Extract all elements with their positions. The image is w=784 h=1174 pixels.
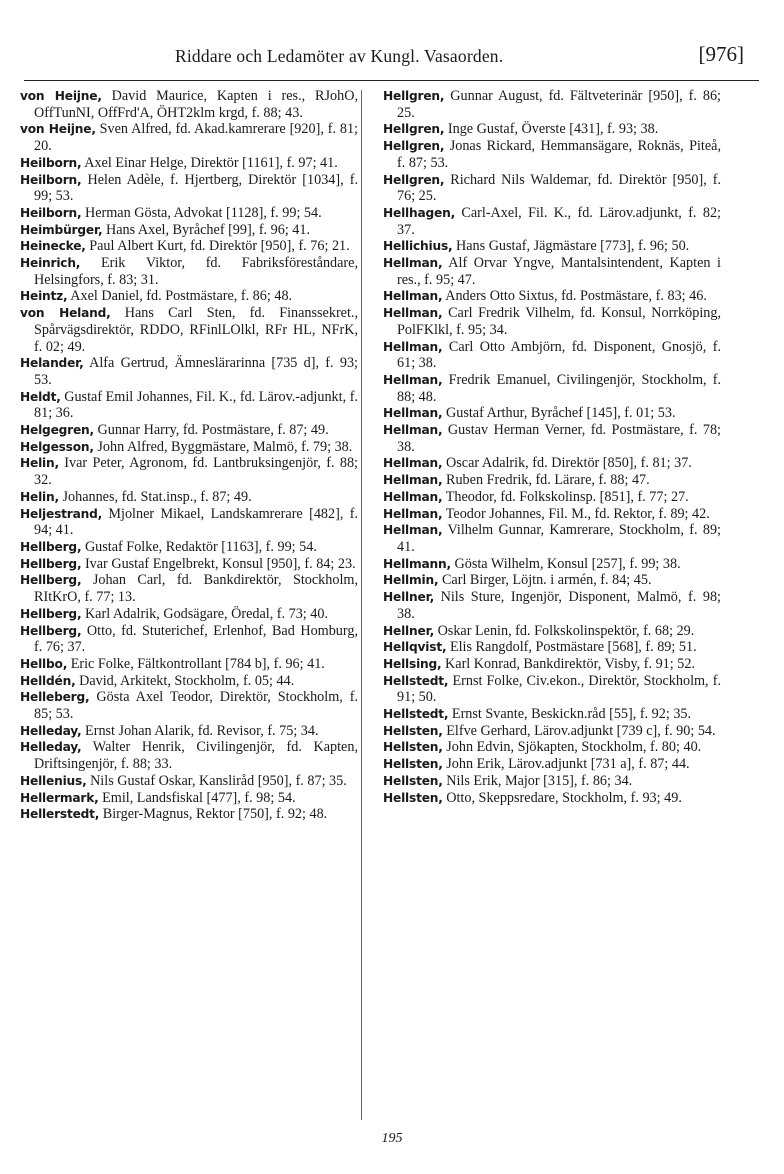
register-entry [20,790,358,807]
entry-surname: Helleday, [20,740,82,755]
entry-details: David Maurice, Kapten i res., RJohO, OffTunNI, OffFrd'A, ÖHT2klm krgd, f. 88; 43. [34,88,358,121]
register-entry [383,138,721,171]
entry-details: Axel Einar Helge, Direktör [1161], f. 97; 41. [81,154,338,171]
entry-surname: Helander, [20,356,84,371]
entry-details: Gustaf Folke, Redaktör [1163], f. 99; 54. [81,538,317,555]
entry-details: Hans Axel, Byråchef [99], f. 96; 41. [102,221,311,238]
entry-details: David, Arkitekt, Stockholm, f. 05; 44. [75,672,295,689]
entry-details: Otto, fd. Stuterichef, Erlenhof, Bad Homburg, f. 76; 37. [34,622,358,656]
entry-surname: Hellsten, [383,790,443,805]
entry-details: Erik Viktor, fd. Fabriksföreståndare, Helsingfors, f. 83; 31. [34,255,358,288]
register-entry [383,288,721,305]
entry-surname: Helgegren, [20,423,94,438]
entry-surname: Hellberg, [20,539,82,554]
entry-surname: Hellman, [383,473,443,488]
register-entry [20,155,358,172]
entry-details: Elis Rangdolf, Postmästare [568], f. 89; 51. [446,639,697,656]
entry-details: Eric Folke, Fältkontrollant [784 b], f. 96; 41. [67,655,325,672]
entry-details: Gustav Herman Verner, fd. Postmästare, f. 78; 38. [397,422,721,455]
register-entry [20,389,358,422]
register-entry [20,205,358,222]
register-entry [20,739,358,772]
register-entry [20,773,358,790]
entry-details: Carl Fredrik Vilhelm, fd. Konsul, Norrköping, PolFKlkl, f. 95; 34. [397,305,721,338]
entry-surname: Hellman, [383,406,443,421]
entry-surname: Hellman, [383,372,443,387]
entry-surname: Hellman, [383,456,443,471]
entry-details: Gösta Wilhelm, Konsul [257], f. 99; 38. [450,555,681,572]
entry-surname: Helgesson, [20,439,94,454]
entry-details: Paul Albert Kurt, fd. Direktör [950], f. 76; 21. [85,238,350,255]
left-column [20,88,358,823]
page-header [0,38,784,78]
entry-surname: Hellstedt, [383,707,449,722]
entry-details: Birger-Magnus, Rektor [750], f. 92; 48. [99,806,328,823]
entry-details: Helen Adèle, f. Hjertberg, Direktör [1034], f. 99; 53. [34,171,358,205]
entry-surname: Hellqvist, [383,640,447,655]
entry-surname: Hellermark, [20,790,99,805]
entry-details: John Alfred, Byggmästare, Malmö, f. 79; 38. [93,438,353,455]
entry-details: Gustaf Emil Johannes, Fil. K., fd. Lärov.-adjunkt, f. 81; 36. [34,388,358,422]
entry-details: Axel Daniel, fd. Postmästare, f. 86; 48. [67,288,293,305]
register-entry [383,339,721,372]
entry-surname: Hellmann, [383,556,451,571]
register-entry [383,255,721,288]
entry-surname: Hellsten, [383,740,443,755]
register-entry [20,572,358,605]
register-entry [383,121,721,138]
register-entry [383,172,721,205]
entry-details: Ernst Johan Alarik, fd. Revisor, f. 75; 34. [81,722,319,739]
register-entry [20,238,358,255]
entry-details: Elfve Gerhard, Lärov.adjunkt [739 c], f. 90; 54. [442,722,716,739]
entry-surname: Helleberg, [20,690,90,705]
register-entry [20,806,358,823]
entry-surname: von Heland, [20,306,111,321]
register-entry [383,238,721,255]
register-entry [383,656,721,673]
entry-surname: Hellsten, [383,757,443,772]
entry-surname: Hellbo, [20,656,68,671]
entry-details: Richard Nils Waldemar, fd. Direktör [950], f. 76; 25. [397,171,721,205]
entry-details: Emil, Landsfiskal [477], f. 98; 54. [98,789,296,806]
entry-surname: Hellmin, [383,573,439,588]
register-entry [383,522,721,555]
entry-details: Johan Carl, fd. Bankdirektör, Stockholm, RItKrO, f. 77; 13. [34,572,358,606]
column-divider [361,90,362,1120]
register-entry [20,288,358,305]
entry-details: Sven Alfred, fd. Akad.kamrerare [920], f. 81; 20. [34,121,358,155]
entry-details: Carl Birger, Löjtn. i armén, f. 84; 45. [438,572,652,589]
entry-surname: Heintz, [20,289,68,304]
entry-details: Oscar Adalrik, fd. Direktör [850], f. 81; 37. [442,455,692,472]
entry-details: Inge Gustaf, Överste [431], f. 93; 38. [444,121,659,138]
entry-surname: Hellgren, [383,122,445,137]
entry-surname: Hellman, [383,306,443,321]
register-entry [383,556,721,573]
register-entry [20,355,358,388]
entry-details: Ivar Peter, Agronom, fd. Lantbruksingenjör, f. 88; 32. [34,455,358,489]
register-entry [383,572,721,589]
entry-surname: Helldén, [20,673,76,688]
entry-surname: Hellner, [383,623,435,638]
entry-surname: Heljestrand, [20,506,103,521]
register-entry [383,372,721,405]
running-title: Riddare och Ledamöter av Kungl. Vasaorden. [175,46,504,66]
entry-details: Theodor, fd. Folkskolinsp. [851], f. 77; 27. [442,488,689,505]
register-entry [383,790,721,807]
register-entry [383,739,721,756]
entry-surname: Hellhagen, [383,205,456,220]
register-entry [20,489,358,506]
right-column [383,88,721,806]
entry-details: Oskar Lenin, fd. Folkskolinspektör, f. 68; 29. [434,622,695,639]
register-entry [20,656,358,673]
entry-surname: Hellsten, [383,723,443,738]
entry-surname: Heilborn, [20,172,82,187]
register-entry [383,706,721,723]
register-entry [383,489,721,506]
entry-surname: Hellgren, [383,172,445,187]
entry-details: Karl Konrad, Bankdirektör, Visby, f. 91; 52. [441,655,696,672]
register-entry [20,88,358,121]
entry-details: John Edvin, Sjökapten, Stockholm, f. 80; 40. [442,739,702,756]
register-entry [20,255,358,288]
register-entry [383,773,721,790]
entry-details: Anders Otto Sixtus, fd. Postmästare, f. 83; 46. [442,288,707,305]
register-entry [383,305,721,338]
entry-surname: Hellichius, [383,239,453,254]
register-entry [383,88,721,121]
register-entry [20,439,358,456]
entry-surname: Heilborn, [20,155,82,170]
entry-surname: von Heijne, [20,89,102,103]
register-entry [20,689,358,722]
register-entry [20,623,358,656]
entry-surname: Heimbürger, [20,222,103,237]
entry-surname: Hellgren, [383,89,445,103]
register-entry [383,623,721,640]
entry-surname: Hellerstedt, [20,807,100,822]
entry-surname: Hellberg, [20,623,82,638]
entry-details: Hans Gustaf, Jägmästare [773], f. 96; 50. [452,238,690,255]
entry-surname: Hellberg, [20,606,82,621]
register-entry [20,723,358,740]
entry-surname: Hellman, [383,339,443,354]
entry-details: Mjolner Mikael, Landskamrerare [482], f. 94; 41. [34,505,358,539]
register-entry [20,172,358,205]
entry-details: Hans Carl Sten, fd. Finanssekret., Spårvägsdirektör, RDDO, RFinlLOlkl, RFr HL, NFrK, f. 02; 49. [34,305,359,355]
register-entry [20,556,358,573]
entry-surname: Hellman, [383,289,443,304]
register-entry [383,205,721,238]
register-entry [383,589,721,622]
entry-details: Carl Otto Ambjörn, fd. Disponent, Gnosjö, f. 61; 38. [397,338,721,372]
entry-details: Ernst Folke, Civ.ekon., Direktör, Stockholm, f. 91; 50. [397,672,721,706]
entry-surname: Heinrich, [20,256,81,271]
entry-surname: Heilborn, [20,205,82,220]
entry-details: Nils Gustaf Oskar, Kansliråd [950], f. 87; 35. [86,772,347,789]
entry-details: Alf Orvar Yngve, Mantalsintendent, Kapten i res., f. 95; 47. [397,255,721,288]
register-entry [383,472,721,489]
entry-surname: Hellstedt, [383,673,449,688]
register-entry [383,639,721,656]
entry-details: Ruben Fredrik, fd. Lärare, f. 88; 47. [442,472,650,489]
entry-details: Fredrik Emanuel, Civilingenjör, Stockholm, f. 88; 48. [397,371,721,405]
entry-details: Jonas Rickard, Hemmansägare, Roknäs, Piteå, f. 87; 53. [397,138,721,171]
entry-surname: Hellsing, [383,656,442,671]
entry-surname: Hellgren, [383,139,445,154]
entry-surname: Hellman, [383,423,443,438]
entry-surname: Heinecke, [20,239,86,254]
register-entry [383,673,721,706]
entry-details: Vilhelm Gunnar, Kamrerare, Stockholm, f. 89; 41. [397,522,721,555]
entry-surname: Helin, [20,489,59,504]
entry-details: Nils Sture, Ingenjör, Disponent, Malmö, f. 98; 38. [397,589,721,622]
entry-surname: von Heijne, [20,122,96,137]
register-entry [20,539,358,556]
register-entry [20,305,358,355]
register-entry [20,455,358,488]
entry-details: Nils Erik, Major [315], f. 86; 34. [442,772,633,789]
entry-details: Ivar Gustaf Engelbrekt, Konsul [950], f. 84; 23. [81,555,356,572]
entry-surname: Hellberg, [20,573,82,588]
entry-details: Gustaf Arthur, Byråchef [145], f. 01; 53. [442,405,676,422]
entry-details: John Erik, Lärov.adjunkt [731 a], f. 87; 44. [442,756,690,773]
entry-details: Otto, Skeppsredare, Stockholm, f. 93; 49. [442,789,682,806]
register-entry [20,606,358,623]
entry-surname: Hellsten, [383,773,443,788]
entry-details: Carl-Axel, Fil. K., fd. Lärov.adjunkt, f. 82; 37. [397,204,721,238]
entry-details: Gunnar August, fd. Fältveterinär [950], f. 86; 25. [397,88,721,121]
register-entry [383,756,721,773]
page-number: 195 [381,1131,403,1146]
page-reference: [976] [698,42,744,66]
entry-details: Ernst Svante, Beskickn.råd [55], f. 92; 35. [448,706,692,723]
register-entry [20,506,358,539]
entry-details: Walter Henrik, Civilingenjör, fd. Kapten, Driftsingenjör, f. 88; 33. [34,739,358,773]
entry-details: Herman Gösta, Advokat [1128], f. 99; 54. [81,204,322,221]
register-entry [20,422,358,439]
entry-details: Alfa Gertrud, Ämneslärarinna [735 d], f. 93; 53. [34,355,358,388]
entry-surname: Heldt, [20,389,61,404]
register-entry [20,121,358,154]
entry-surname: Hellman, [383,489,443,504]
entry-details: Gösta Axel Teodor, Direktör, Stockholm, f. 85; 53. [34,689,358,723]
entry-surname: Hellenius, [20,773,87,788]
entry-surname: Hellner, [383,590,435,605]
register-entry [20,222,358,239]
entry-details: Teodor Johannes, Fil. M., fd. Rektor, f. 89; 42. [442,505,710,522]
header-rule [24,80,759,81]
entry-surname: Helleday, [20,723,82,738]
register-entry [383,455,721,472]
register-entry [383,422,721,455]
entry-surname: Helin, [20,456,59,471]
entry-details: Johannes, fd. Stat.insp., f. 87; 49. [58,488,252,505]
register-entry [383,723,721,740]
register-entry [383,506,721,523]
register-entry [383,405,721,422]
register-entry [20,673,358,690]
entry-surname: Hellman, [383,523,443,538]
entry-surname: Hellman, [383,256,443,271]
entry-details: Karl Adalrik, Godsägare, Öredal, f. 73; 40. [81,605,329,622]
entry-details: Gunnar Harry, fd. Postmästare, f. 87; 49. [93,422,329,439]
entry-surname: Hellman, [383,506,443,521]
entry-surname: Hellberg, [20,556,82,571]
